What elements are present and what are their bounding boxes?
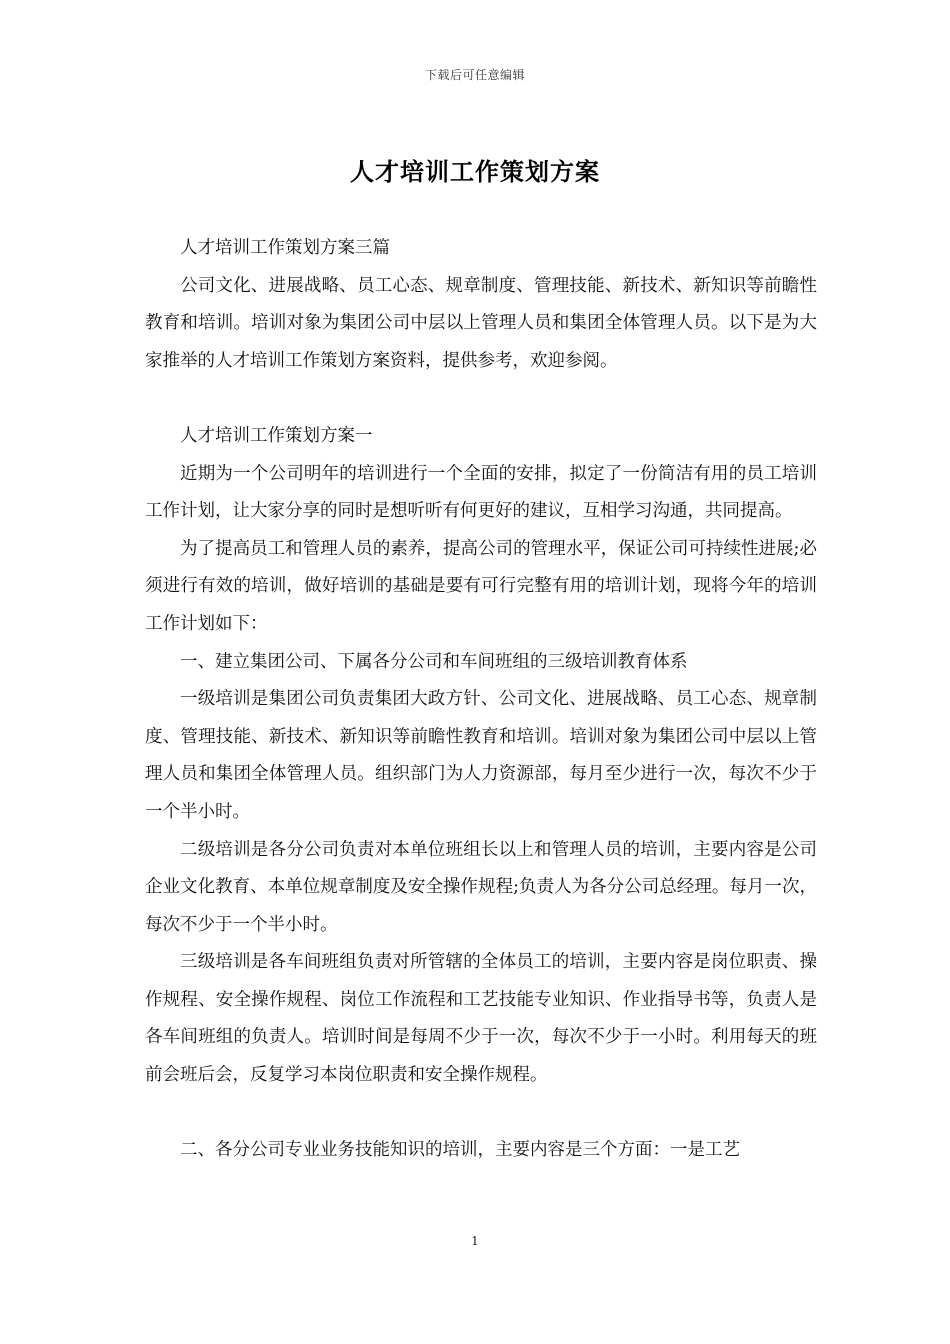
page-number: 1 <box>471 1234 479 1248</box>
paragraph-heading: 一、建立集团公司、下属各分公司和车间班组的三级培训教育体系 <box>180 651 688 672</box>
paragraph-intro: 公司文化、进展战略、员工心态、规章制度、管理技能、新技术、新知识等前瞻性教育和培训。培训对象为集团公司中层以上管理人员和集团全体管理人员。以下是为大家推举的人才培训工作策划方案资料，提供参考，欢迎参阅。 <box>145 275 817 371</box>
document-body <box>145 230 817 1170</box>
paragraph: 为了提高员工和管理人员的素养，提高公司的管理水平，保证公司可持续性进展;必须进行有效的培训，做好培训的基础是要有可行完整有用的培训计划，现将今年的培训工作计划如下： <box>145 538 817 634</box>
paragraph: 近期为一个公司明年的培训进行一个全面的安排，拟定了一份简洁有用的员工培训工作计划，让大家分享的同时是想听听有何更好的建议，互相学习沟通，共同提高。 <box>145 463 817 522</box>
paragraph-subtitle: 人才培训工作策划方案三篇 <box>180 238 390 258</box>
document-title: 人才培训工作策划方案 <box>350 157 600 186</box>
paragraph: 一级培训是集团公司负责集团大政方针、公司文化、进展战略、员工心态、规章制度、管理技能、新技术、新知识等前瞻性教育和培训。培训对象为集团公司中层以上管理人员和集团全体管理人员。组织部门为人力资源部，每月至少进行一次，每次不少于一个半小时。 <box>145 689 817 822</box>
paragraph: 二级培训是各分公司负责对本单位班组长以上和管理人员的培训，主要内容是公司企业文化教育、本单位规章制度及安全操作规程;负责人为各分公司总经理。每月一次，每次不少于一个半小时。 <box>145 839 817 935</box>
page-header-note: 下载后可任意编辑 <box>424 68 525 82</box>
paragraph: 三级培训是各车间班组负责对所管辖的全体员工的培训，主要内容是岗位职责、操作规程、安全操作规程、岗位工作流程和工艺技能专业知识、作业指导书等，负责人是各车间班组的负责人。培训时间是每周不少于一次，每次不少于一小时。利用每天的班前会班后会，反复学习本岗位职责和安全操作规程。 <box>145 952 817 1086</box>
paragraph-heading: 二、各分公司专业业务技能知识的培训，主要内容是三个方面：一是工艺 <box>180 1140 740 1161</box>
paragraph-section-heading: 人才培训工作策划方案一 <box>180 425 373 446</box>
